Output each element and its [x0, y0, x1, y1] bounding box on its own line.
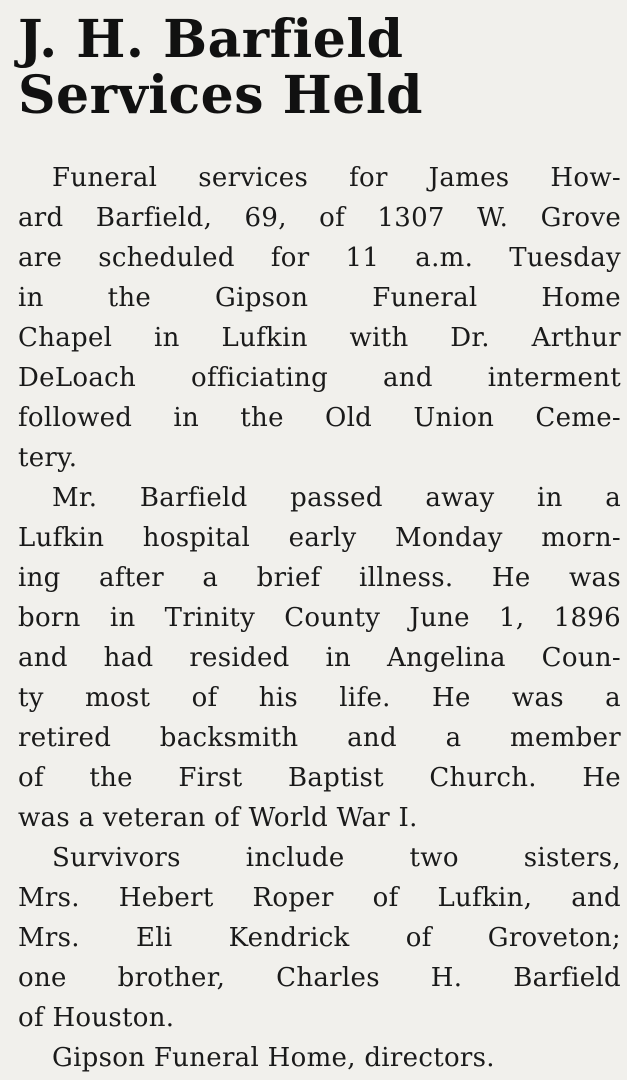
text-line: born in Trinity County June 1, 1896 — [18, 603, 621, 633]
headline — [18, 9, 423, 126]
text-line: Survivors include two sisters, — [52, 843, 621, 873]
text-line: Mrs. Hebert Roper of Lufkin, and — [18, 883, 621, 913]
text-line: Mrs. Eli Kendrick of Groveton; — [18, 923, 621, 953]
text-line: DeLoach officiating and interment — [18, 363, 621, 393]
text-line: retired backsmith and a member — [18, 723, 621, 753]
paragraph-funeral-services — [18, 158, 621, 478]
text-line: and had resided in Angelina Coun- — [18, 643, 621, 673]
text-line: tery. — [18, 443, 78, 473]
text-line: of Houston. — [18, 1003, 175, 1033]
paragraph-survivors — [18, 838, 621, 1038]
paragraph-biography — [18, 478, 621, 838]
text-line: ing after a brief illness. He was — [18, 563, 621, 593]
text-line: Mr. Barfield passed away in a — [52, 483, 621, 513]
text-line: one brother, Charles H. Barfield — [18, 963, 621, 993]
text-line: of the First Baptist Church. He — [18, 763, 621, 793]
text-line: followed in the Old Union Ceme- — [18, 403, 621, 433]
text-line: Gipson Funeral Home, directors. — [52, 1043, 495, 1073]
text-line: ty most of his life. He was a — [18, 683, 621, 713]
headline-line-1: J. H. Barfield — [18, 9, 404, 70]
text-line: Funeral services for James How- — [52, 163, 621, 193]
headline-line-2: Services Held — [18, 65, 423, 126]
text-line: Chapel in Lufkin with Dr. Arthur — [18, 323, 621, 353]
text-line: in the Gipson Funeral Home — [18, 283, 621, 313]
text-line: Lufkin hospital early Monday morn- — [18, 523, 621, 553]
text-line: are scheduled for 11 a.m. Tuesday — [18, 243, 621, 273]
text-line: was a veteran of World War I. — [18, 803, 418, 833]
article-body — [18, 158, 621, 1078]
text-line: ard Barfield, 69, of 1307 W. Grove — [18, 203, 621, 233]
paragraph-directors — [18, 1038, 621, 1078]
